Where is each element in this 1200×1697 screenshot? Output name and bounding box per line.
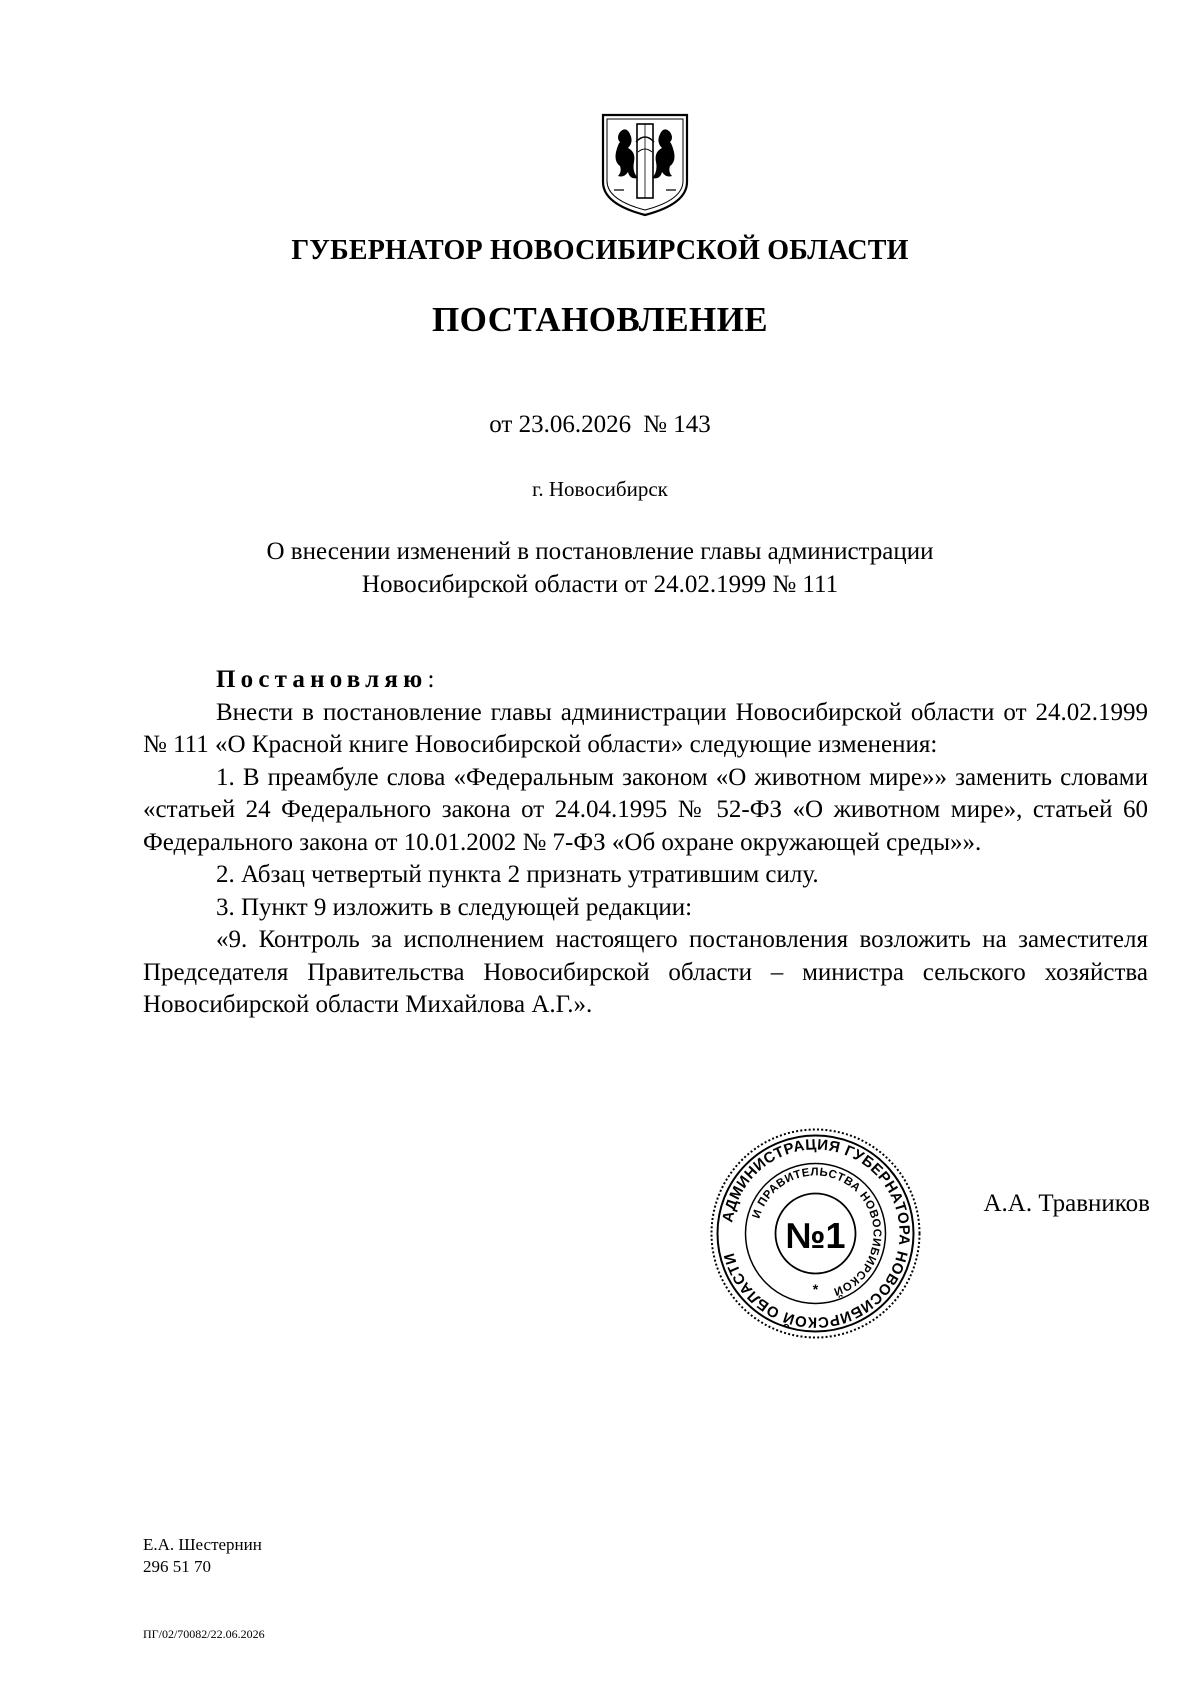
subject-line-2: Новосибирской области от 24.02.1999 № 111 bbox=[361, 571, 839, 598]
body-paragraph-item-1: 1. В преамбуле слова «Федеральным законом «О животном мире»» заменить словами «статьей 24 Федерального закона от 24.04.1995 № 52-ФЗ «О животном мире», статьей 60 Федерального закона от 10.01.2002 № 7-ФЗ «Об охране окружающей среды»». bbox=[143, 763, 1148, 856]
stamp-inner-text: И ПРАВИТЕЛЬСТВА НОВОСИБИРСКОЙ bbox=[750, 1166, 883, 1298]
decree-word: Постановляю bbox=[216, 666, 428, 693]
body-paragraph-item-2: 2. Абзац четвертый пункта 2 признать утратившим силу. bbox=[216, 861, 819, 888]
executor-block bbox=[143, 1534, 262, 1578]
signatory-name: А.А. Травников bbox=[983, 1190, 1150, 1217]
executor-name: Е.А. Шестернин bbox=[143, 1535, 262, 1554]
body-paragraph-item-3: 3. Пункт 9 изложить в следующей редакции: bbox=[216, 893, 693, 921]
stamp-outer-text: АДМИНИСТРАЦИЯ ГУБЕРНАТОРА НОВОСИБИРСКОЙ ОБЛАСТИ bbox=[719, 1136, 913, 1331]
body-paragraph-item-3-text: «9. Контроль за исполнением настоящего постановления возложить на заместителя Председателя Правительства Новосибирской области – министра сельского хозяйства Новосибирской области Михайлова А.Г.». bbox=[143, 926, 1148, 1018]
stamp-star: * bbox=[812, 1281, 819, 1297]
document-body bbox=[143, 664, 1148, 1022]
decree-colon: : bbox=[427, 666, 435, 693]
subject-line-1: О внесении изменений в постановление главы администрации bbox=[266, 538, 934, 565]
document-subject bbox=[200, 535, 1000, 601]
date-number-line bbox=[0, 411, 1200, 439]
decree-heading bbox=[143, 664, 1148, 697]
document-code: ПГ/02/70082/22.06.2026 bbox=[143, 1627, 265, 1641]
document-number: № 143 bbox=[643, 411, 711, 438]
body-paragraph-intro: Внести в постановление главы администрации Новосибирской области от 24.02.1999 № 111 «О Красной книге Новосибирской области» следующие изменения: bbox=[143, 698, 1148, 758]
stamp-center-number: №1 bbox=[785, 1215, 846, 1256]
issuing-authority: ГУБЕРНАТОР НОВОСИБИРСКОЙ ОБЛАСТИ bbox=[291, 235, 909, 266]
coat-of-arms-icon bbox=[600, 112, 690, 218]
city: г. Новосибирск bbox=[532, 477, 668, 501]
document-type: ПОСТАНОВЛЕНИЕ bbox=[432, 300, 768, 339]
official-stamp bbox=[708, 1126, 923, 1341]
executor-phone: 296 51 70 bbox=[143, 1557, 211, 1576]
document-date: от 23.06.2026 bbox=[489, 411, 632, 438]
